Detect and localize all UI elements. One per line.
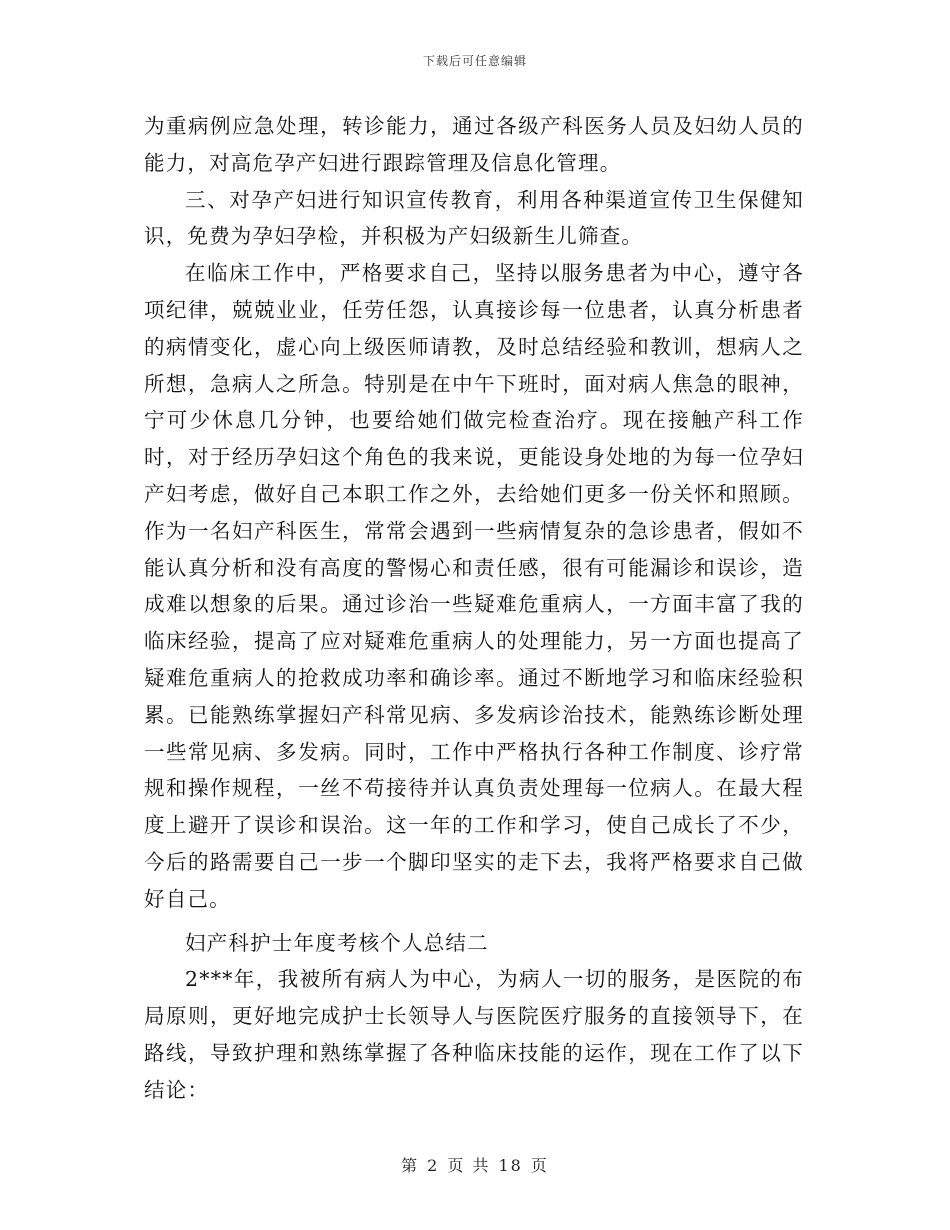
footer-total-pages: 18: [498, 1156, 523, 1175]
footer-prefix: 第: [401, 1156, 420, 1175]
page-footer: [0, 1153, 950, 1176]
footer-page-number: 2: [427, 1156, 440, 1175]
footer-middle: 页 共: [447, 1156, 491, 1175]
footer-suffix: 页: [530, 1156, 549, 1175]
document-body: [144, 108, 804, 1109]
paragraph: 三、对孕产妇进行知识宣传教育，利用各种渠道宣传卫生保健知识，免费为孕妇孕检，并积极为产妇级新生儿筛查。: [144, 187, 804, 249]
section-heading: 妇产科护士年度考核个人总结二: [185, 930, 489, 955]
paragraph: 在临床工作中，严格要求自己，坚持以服务患者为中心，遵守各项纪律，兢兢业业，任劳任怨，认真接诊每一位患者，认真分析患者的病情变化，虚心向上级医师请教，及时总结经验和教训，想病人之所想，急病人之所急。特别是在中午下班时，面对病人焦急的眼神，宁可少休息几分钟，也要给她们做完检查治疗。现在接触产科工作时，对于经历孕妇这个角色的我来说，更能设身处地的为每一位孕妇产妇考虑，做好自己本职工作之外，去给她们更多一份关怀和照顾。作为一名妇产科医生，常常会遇到一些病情复杂的急诊患者，假如不能认真分析和没有高度的警惕心和责任感，很有可能漏诊和误诊，造成难以想象的后果。通过诊治一些疑难危重病人，一方面丰富了我的临床经验，提高了应对疑难危重病人的处理能力，另一方面也提高了疑难危重病人的抢救成功率和确诊率。通过不断地学习和临床经验积累。已能熟练掌握妇产科常见病、多发病诊治技术，能熟练诊断处理一些常见病、多发病。同时，工作中严格执行各种工作制度、诊疗常规和操作规程，一丝不苟接待并认真负责处理每一位病人。在最大程度上避开了误诊和误治。这一年的工作和学习，使自己成长了不少，今后的路需要自己一步一个脚印坚实的走下去，我将严格要求自己做好自己。: [144, 261, 804, 911]
paragraph: 2***年，我被所有病人为中心，为病人一切的服务，是医院的布局原则，更好地完成护士长领导人与医院医疗服务的直接领导下，在路线，导致护理和熟练掌握了各种临床技能的运作，现在工作了以下结论：: [144, 967, 804, 1102]
page-header: 下载后可任意编辑: [422, 54, 527, 68]
paragraph: 为重病例应急处理，转诊能力，通过各级产科医务人员及妇幼人员的能力，对高危孕产妇进行跟踪管理及信息化管理。: [144, 114, 804, 175]
